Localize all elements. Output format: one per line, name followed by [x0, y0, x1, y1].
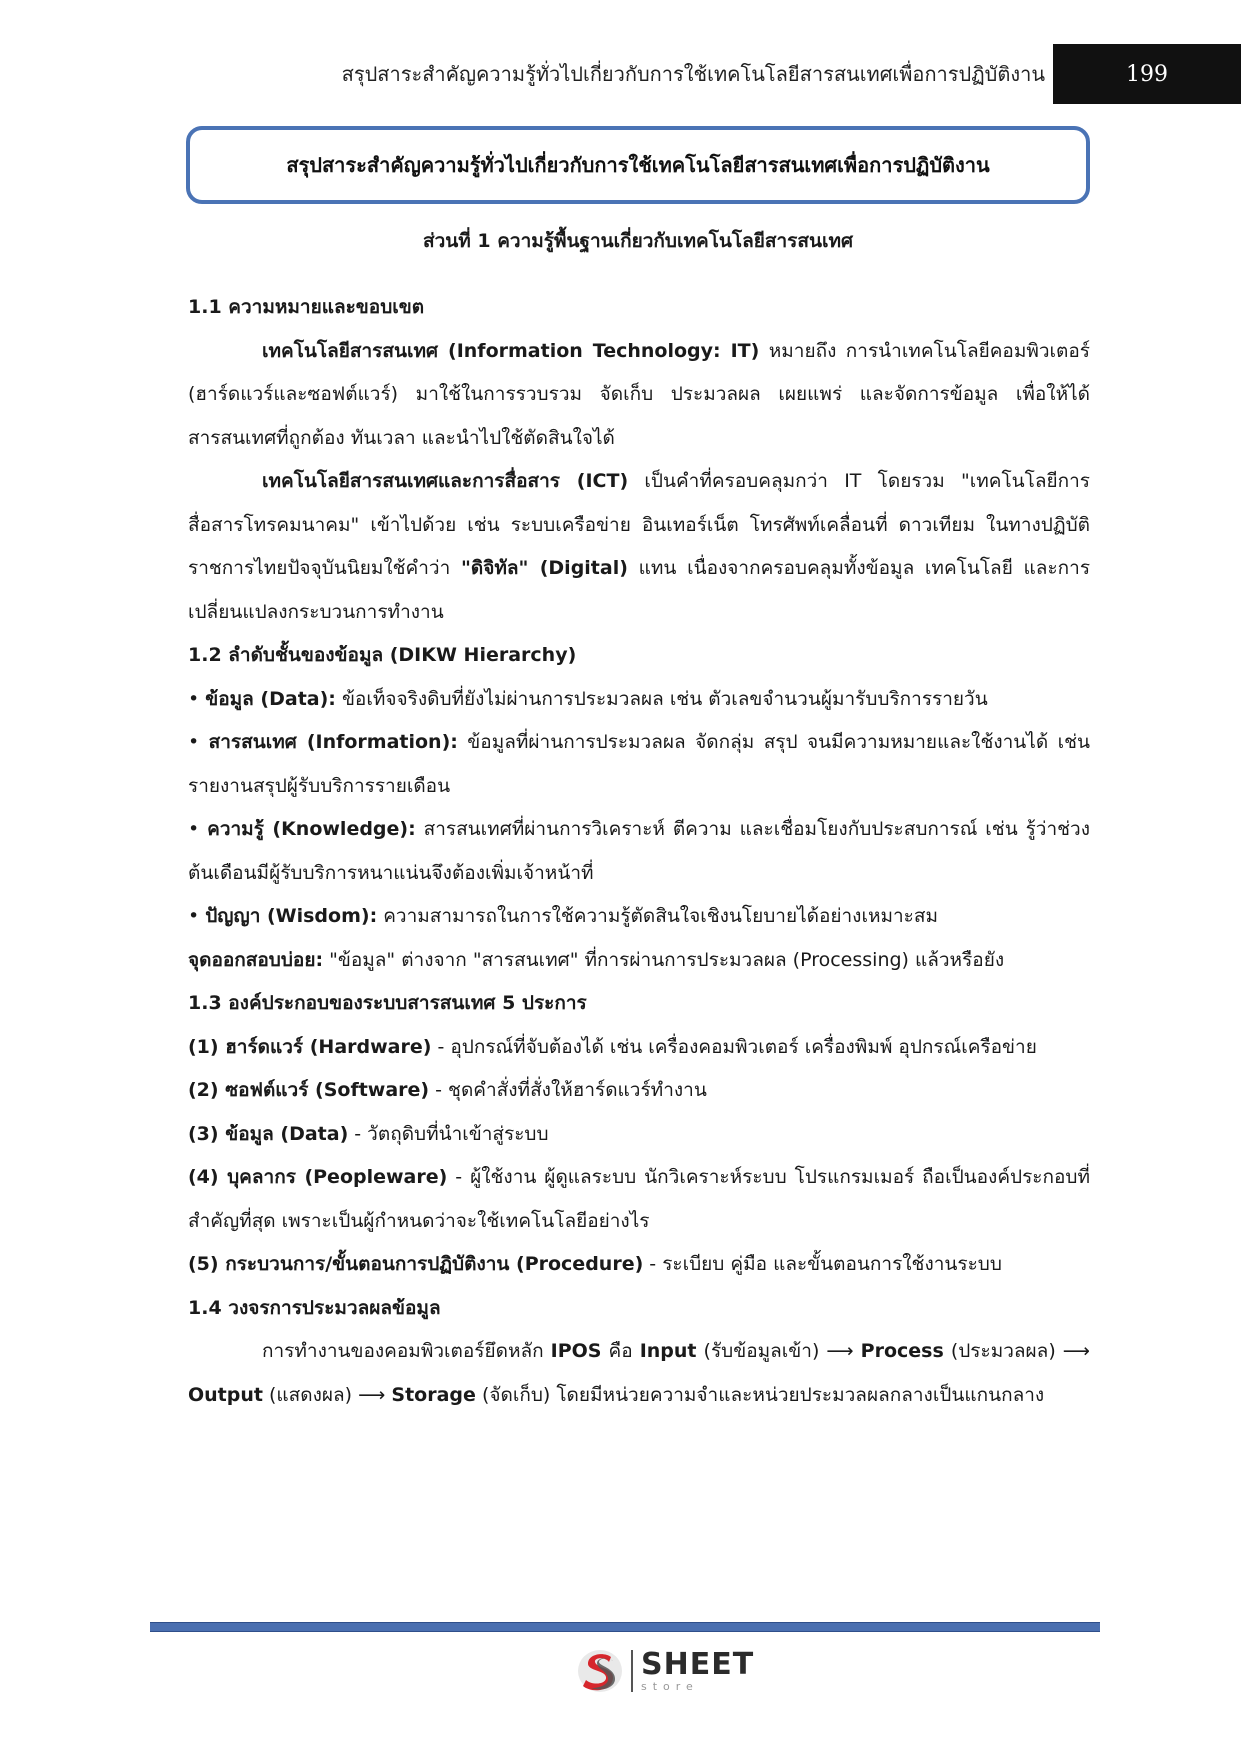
- list-text: ข้อมูลที่ผ่านการประมวลผล จัดกลุ่ม สรุป จนมีความหมายและใช้งานได้ เช่น รายงานสรุปผู้รับบริการรายเดือน: [188, 731, 1090, 797]
- list-text: สารสนเทศที่ผ่านการวิเคราะห์ ตีความ และเชื่อมโยงกับประสบการณ์ เช่น รู้ว่าช่วงต้นเดือนมีผู้รับบริการหนาแน่นจึงต้องเพิ่มเจ้าหน้าที่: [188, 818, 1090, 884]
- component-text: - ระเบียบ คู่มือ และขั้นตอนการใช้งานระบบ: [643, 1253, 1002, 1275]
- document-title: สรุปสาระสำคัญความรู้ทั่วไปเกี่ยวกับการใช้เทคโนโลยีสารสนเทศเพื่อการปฏิบัติงาน: [286, 153, 990, 177]
- list-item-information: [188, 721, 1090, 808]
- paragraph-text: การทำงานของคอมพิวเตอร์ยึดหลัก: [262, 1340, 551, 1362]
- list-term: ปัญญา (Wisdom):: [205, 905, 378, 927]
- logo-text: [641, 1647, 755, 1693]
- list-text: ความสามารถในการใช้ความรู้ตัดสินใจเชิงนโยบายได้อย่างเหมาะสม: [377, 905, 938, 927]
- document-title-box: [186, 126, 1090, 204]
- component-text: - ผู้ใช้งาน ผู้ดูแลระบบ นักวิเคราะห์ระบบ โปรแกรมเมอร์ ถือเป็นองค์ประกอบที่สำคัญที่สุด เพราะเป็นผู้กำหนดว่าจะใช้เทคโนโลยีอย่างไร: [188, 1166, 1090, 1232]
- component-term: (1) ฮาร์ดแวร์ (Hardware): [188, 1035, 432, 1058]
- component-item-software: [188, 1069, 1090, 1113]
- term-ipos: IPOS: [550, 1340, 602, 1362]
- component-text: - ชุดคำสั่งที่สั่งให้ฮาร์ดแวร์ทำงาน: [429, 1079, 707, 1101]
- component-term: (5) กระบวนการ/ขั้นตอนการปฏิบัติงาน (Procedure): [188, 1253, 644, 1275]
- bullet: •: [188, 818, 208, 840]
- paragraph-text: คือ: [601, 1340, 640, 1362]
- exam-note: [188, 939, 1090, 983]
- paragraph-text: (รับข้อมูลเข้า) ⟶: [696, 1340, 861, 1362]
- logo-divider: [631, 1650, 633, 1692]
- paragraph-text: แทน เนื่องจากครอบคลุมทั้งข้อมูล เทคโนโลยี และการเปลี่ยนแปลงกระบวนการทำงาน: [188, 557, 1091, 623]
- logo-word: SHEET: [641, 1647, 755, 1682]
- term-digital: "ดิจิทัล" (Digital): [461, 557, 628, 579]
- component-text: - วัตถุดิบที่นำเข้าสู่ระบบ: [348, 1122, 549, 1145]
- component-term: (2) ซอฟต์แวร์ (Software): [188, 1079, 430, 1101]
- footer-divider: [150, 1622, 1100, 1632]
- paragraph-text: เป็นคำที่ครอบคลุมกว่า IT โดยรวม "เทคโนโลยีการสื่อสารโทรคมนาคม" เข้าไปด้วย เช่น ระบบเครือข่าย อินเทอร์เน็ต โทรศัพท์เคลื่อนที่ ดาวเทียม ในทางปฏิบัติราชการไทยปัจจุบันนิยมใช้คำว่า: [188, 470, 1090, 579]
- exam-note-label: จุดออกสอบบ่อย:: [188, 948, 324, 971]
- component-item-procedure: [188, 1243, 1090, 1287]
- list-item-wisdom: [188, 895, 1090, 939]
- page-number: 199: [1126, 61, 1168, 87]
- term-storage: Storage: [391, 1383, 476, 1406]
- sheet-store-logo: [575, 1646, 754, 1696]
- logo-subword: store: [641, 1680, 699, 1693]
- component-item-hardware: [188, 1026, 1090, 1070]
- term-ict: เทคโนโลยีสารสนเทศและการสื่อสาร (ICT): [262, 470, 629, 492]
- term-input: Input: [639, 1340, 697, 1362]
- section-heading-1-2: 1.2 ลำดับชั้นของข้อมูล (DIKW Hierarchy): [188, 644, 577, 666]
- component-item-peopleware: [188, 1156, 1090, 1243]
- paragraph-it-definition: [188, 330, 1090, 461]
- bullet: •: [188, 905, 206, 927]
- section-heading-1-4: 1.4 วงจรการประมวลผลข้อมูล: [188, 1296, 441, 1319]
- list-item-data: [188, 678, 1090, 722]
- list-text: ข้อเท็จจริงดิบที่ยังไม่ผ่านการประมวลผล เช่น ตัวเลขจำนวนผู้มารับบริการรายวัน: [335, 687, 988, 710]
- sheet-store-logo-icon: [575, 1646, 625, 1696]
- section-heading-1-3: 1.3 องค์ประกอบของระบบสารสนเทศ 5 ประการ: [188, 992, 587, 1014]
- list-term: สารสนเทศ (Information):: [208, 731, 458, 753]
- document-body: [188, 286, 1090, 1417]
- paragraph-text: (จัดเก็บ) โดยมีหน่วยความจำและหน่วยประมวลผลกลางเป็นแกนกลาง: [475, 1383, 1045, 1406]
- page-number-box: [1053, 44, 1241, 104]
- component-item-data: [188, 1113, 1090, 1157]
- component-term: (4) บุคลากร (Peopleware): [188, 1166, 448, 1188]
- term-output: Output: [188, 1383, 263, 1406]
- paragraph-text: (ประมวลผล) ⟶: [943, 1340, 1091, 1362]
- list-item-knowledge: [188, 808, 1090, 895]
- term-process: Process: [860, 1340, 944, 1362]
- bullet: •: [188, 687, 206, 710]
- list-term: ความรู้ (Knowledge):: [207, 818, 416, 840]
- paragraph-text: (แสดงผล) ⟶: [262, 1383, 392, 1406]
- component-term: (3) ข้อมูล (Data): [188, 1122, 349, 1145]
- exam-note-text: "ข้อมูล" ต่างจาก "สารสนเทศ" ที่การผ่านการประมวลผล (Processing) แล้วหรือยัง: [323, 948, 1005, 971]
- bullet: •: [188, 731, 209, 753]
- paragraph-ipos: [188, 1330, 1090, 1417]
- part-title: ส่วนที่ 1 ความรู้พื้นฐานเกี่ยวกับเทคโนโลยีสารสนเทศ: [422, 230, 854, 252]
- component-text: - อุปกรณ์ที่จับต้องได้ เช่น เครื่องคอมพิวเตอร์ เครื่องพิมพ์ อุปกรณ์เครือข่าย: [431, 1035, 1037, 1058]
- paragraph-text: หมายถึง การนำเทคโนโลยีคอมพิวเตอร์ (ฮาร์ดแวร์และซอฟต์แวร์) มาใช้ในการรวบรวม จัดเก็บ ประมวลผล เผยแพร่ และจัดการข้อมูล เพื่อให้ได้สารสนเทศที่ถูกต้อง ทันเวลา และนำไปใช้ตัดสินใจได้: [188, 339, 1091, 449]
- list-term: ข้อมูล (Data):: [205, 687, 336, 710]
- paragraph-ict-definition: [188, 460, 1090, 634]
- section-heading-1-1: 1.1 ความหมายและขอบเขต: [188, 296, 425, 318]
- term-it: เทคโนโลยีสารสนเทศ (Information Technology: IT): [262, 339, 760, 362]
- running-header-title: สรุปสาระสำคัญความรู้ทั่วไปเกี่ยวกับการใช้เทคโนโลยีสารสนเทศเพื่อการปฏิบัติงาน: [341, 62, 1045, 86]
